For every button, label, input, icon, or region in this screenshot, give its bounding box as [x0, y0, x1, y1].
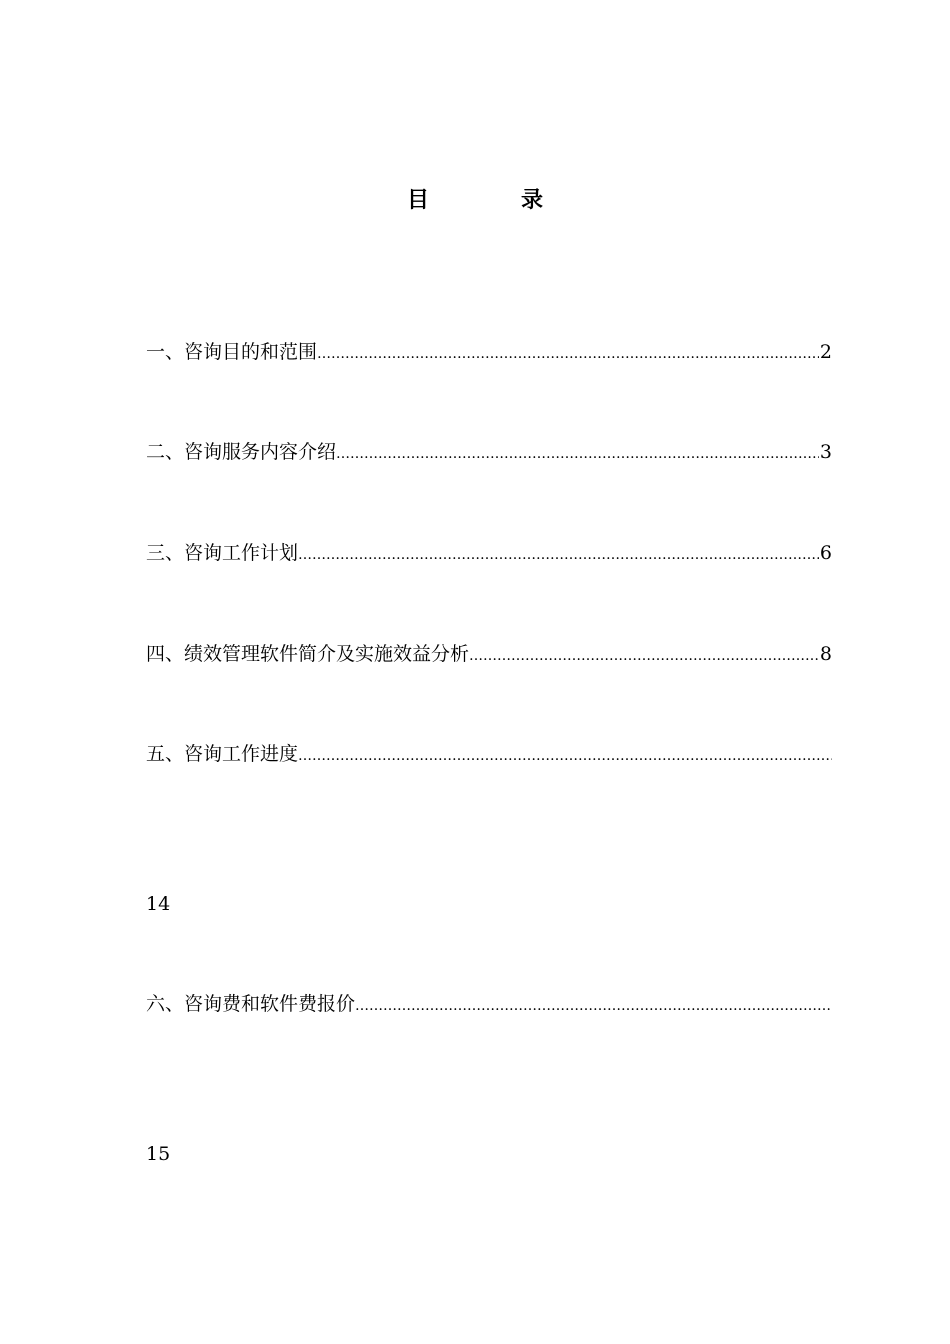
toc-leader-dots	[317, 340, 819, 368]
toc-entry-page: 15	[146, 1143, 171, 1165]
toc-entry-label: 六、咨询费和软件费报价	[146, 993, 356, 1015]
toc-entry-page: 3	[819, 441, 832, 463]
toc-entry-5[interactable]	[146, 740, 832, 770]
toc-leader-dots	[298, 742, 832, 770]
toc-leader-dots	[469, 642, 819, 670]
toc-entry-page: 14	[146, 893, 171, 915]
toc-entry-label: 三、咨询工作计划	[146, 542, 299, 564]
title-char-2: 录	[521, 187, 544, 213]
toc-entry-page: 8	[819, 643, 832, 665]
toc-entry-2[interactable]	[146, 438, 832, 468]
toc-entry-1[interactable]	[146, 338, 832, 368]
page-title	[0, 184, 950, 216]
toc-entry-page: 2	[819, 341, 832, 363]
toc-entry-label: 四、绩效管理软件简介及实施效益分析	[146, 643, 470, 665]
toc-entry-3[interactable]	[146, 539, 832, 569]
toc-entry-6-page	[146, 1140, 170, 1168]
toc-entry-5-page	[146, 890, 170, 918]
toc-entry-label: 一、咨询目的和范围	[146, 341, 318, 363]
toc-entry-label: 二、咨询服务内容介绍	[146, 441, 337, 463]
toc-leader-dots	[336, 440, 819, 468]
toc-entry-4[interactable]	[146, 640, 832, 670]
toc-leader-dots	[298, 541, 819, 569]
toc-entry-page: 6	[819, 542, 832, 564]
toc-leader-dots	[355, 992, 832, 1020]
toc-entry-6[interactable]	[146, 990, 832, 1020]
toc-entry-label: 五、咨询工作进度	[146, 743, 299, 765]
title-char-1: 目	[406, 187, 429, 213]
